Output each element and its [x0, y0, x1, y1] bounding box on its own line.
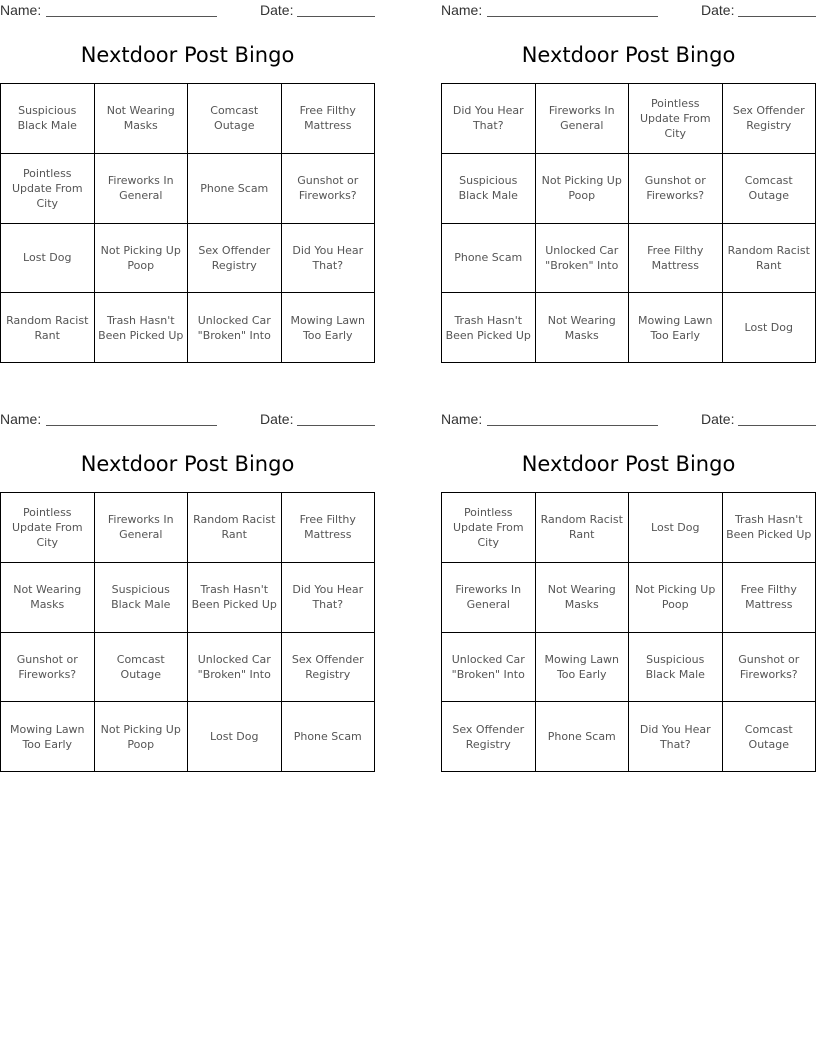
bingo-cell: Sex Offender Registry — [723, 84, 816, 154]
bingo-cell: Unlocked Car "Broken" Into — [536, 224, 630, 294]
bingo-card-1 — [0, 0, 375, 365]
bingo-cell: Comcast Outage — [188, 84, 282, 154]
bingo-cell: Trash Hasn't Been Picked Up — [95, 293, 189, 363]
bingo-cell: Not Wearing Masks — [536, 293, 630, 363]
bingo-cell: Random Racist Rant — [188, 493, 282, 563]
bingo-cell: Random Racist Rant — [1, 293, 95, 363]
name-label: Name: — [0, 411, 42, 427]
bingo-cell: Unlocked Car "Broken" Into — [188, 633, 282, 703]
name-line — [46, 425, 217, 426]
bingo-cell: Comcast Outage — [95, 633, 189, 703]
bingo-cell: Not Wearing Masks — [95, 84, 189, 154]
card-header — [441, 409, 816, 429]
bingo-cell: Lost Dog — [629, 493, 723, 563]
date-label: Date: — [701, 2, 735, 18]
bingo-cell: Lost Dog — [188, 702, 282, 772]
bingo-card-2 — [441, 0, 816, 365]
bingo-cell: Did You Hear That? — [282, 224, 376, 294]
bingo-cell: Unlocked Car "Broken" Into — [188, 293, 282, 363]
bingo-cell: Did You Hear That? — [282, 563, 376, 633]
bingo-cell: Sex Offender Registry — [282, 633, 376, 703]
bingo-cell: Suspicious Black Male — [1, 84, 95, 154]
date-line — [738, 16, 816, 17]
bingo-cell: Phone Scam — [442, 224, 536, 294]
name-line — [487, 425, 658, 426]
bingo-cell: Not Picking Up Poop — [95, 702, 189, 772]
bingo-cell: Sex Offender Registry — [188, 224, 282, 294]
bingo-card-3 — [0, 409, 375, 774]
bingo-cell: Not Wearing Masks — [1, 563, 95, 633]
bingo-cell: Did You Hear That? — [629, 702, 723, 772]
card-header — [0, 409, 375, 429]
bingo-cell: Mowing Lawn Too Early — [282, 293, 376, 363]
bingo-cell: Random Racist Rant — [723, 224, 816, 294]
card-header — [441, 0, 816, 20]
date-line — [738, 425, 816, 426]
card-header — [0, 0, 375, 20]
bingo-cell: Free Filthy Mattress — [282, 84, 376, 154]
bingo-cell: Lost Dog — [1, 224, 95, 294]
date-line — [297, 16, 375, 17]
bingo-cell: Lost Dog — [723, 293, 816, 363]
name-label: Name: — [441, 2, 483, 18]
bingo-card-4 — [441, 409, 816, 774]
bingo-cell: Comcast Outage — [723, 702, 816, 772]
bingo-cell: Unlocked Car "Broken" Into — [442, 633, 536, 703]
bingo-cell: Gunshot or Fireworks? — [723, 633, 816, 703]
bingo-cell: Not Picking Up Poop — [536, 154, 630, 224]
bingo-cell: Comcast Outage — [723, 154, 816, 224]
card-title: Nextdoor Post Bingo — [521, 43, 736, 67]
bingo-cell: Free Filthy Mattress — [629, 224, 723, 294]
bingo-cell: Suspicious Black Male — [442, 154, 536, 224]
name-line — [487, 16, 658, 17]
date-line — [297, 425, 375, 426]
bingo-cell: Not Picking Up Poop — [629, 563, 723, 633]
date-label: Date: — [260, 411, 294, 427]
bingo-grid — [441, 83, 816, 363]
name-line — [46, 16, 217, 17]
bingo-cell: Gunshot or Fireworks? — [1, 633, 95, 703]
bingo-cell: Trash Hasn't Been Picked Up — [442, 293, 536, 363]
card-title: Nextdoor Post Bingo — [80, 452, 295, 476]
bingo-cell: Mowing Lawn Too Early — [1, 702, 95, 772]
bingo-cell: Fireworks In General — [536, 84, 630, 154]
bingo-grid — [0, 492, 375, 772]
bingo-cell: Mowing Lawn Too Early — [536, 633, 630, 703]
bingo-cell: Not Picking Up Poop — [95, 224, 189, 294]
bingo-cell: Fireworks In General — [442, 563, 536, 633]
name-label: Name: — [441, 411, 483, 427]
bingo-cell: Free Filthy Mattress — [723, 563, 816, 633]
bingo-cell: Did You Hear That? — [442, 84, 536, 154]
bingo-cell: Phone Scam — [536, 702, 630, 772]
name-label: Name: — [0, 2, 42, 18]
date-label: Date: — [260, 2, 294, 18]
bingo-cell: Pointless Update From City — [1, 154, 95, 224]
bingo-cell: Phone Scam — [188, 154, 282, 224]
bingo-cell: Trash Hasn't Been Picked Up — [188, 563, 282, 633]
bingo-cell: Pointless Update From City — [629, 84, 723, 154]
bingo-cell: Pointless Update From City — [442, 493, 536, 563]
bingo-cell: Not Wearing Masks — [536, 563, 630, 633]
bingo-grid — [0, 83, 375, 363]
date-label: Date: — [701, 411, 735, 427]
bingo-cell: Suspicious Black Male — [629, 633, 723, 703]
bingo-cell: Trash Hasn't Been Picked Up — [723, 493, 816, 563]
bingo-cell: Free Filthy Mattress — [282, 493, 376, 563]
card-title: Nextdoor Post Bingo — [80, 43, 295, 67]
bingo-cell: Random Racist Rant — [536, 493, 630, 563]
bingo-grid — [441, 492, 816, 772]
bingo-cell: Phone Scam — [282, 702, 376, 772]
bingo-cell: Pointless Update From City — [1, 493, 95, 563]
bingo-cell: Sex Offender Registry — [442, 702, 536, 772]
bingo-cell: Suspicious Black Male — [95, 563, 189, 633]
bingo-cell: Mowing Lawn Too Early — [629, 293, 723, 363]
card-title: Nextdoor Post Bingo — [521, 452, 736, 476]
bingo-cell: Fireworks In General — [95, 154, 189, 224]
bingo-cell: Gunshot or Fireworks? — [629, 154, 723, 224]
bingo-cell: Fireworks In General — [95, 493, 189, 563]
bingo-cell: Gunshot or Fireworks? — [282, 154, 376, 224]
